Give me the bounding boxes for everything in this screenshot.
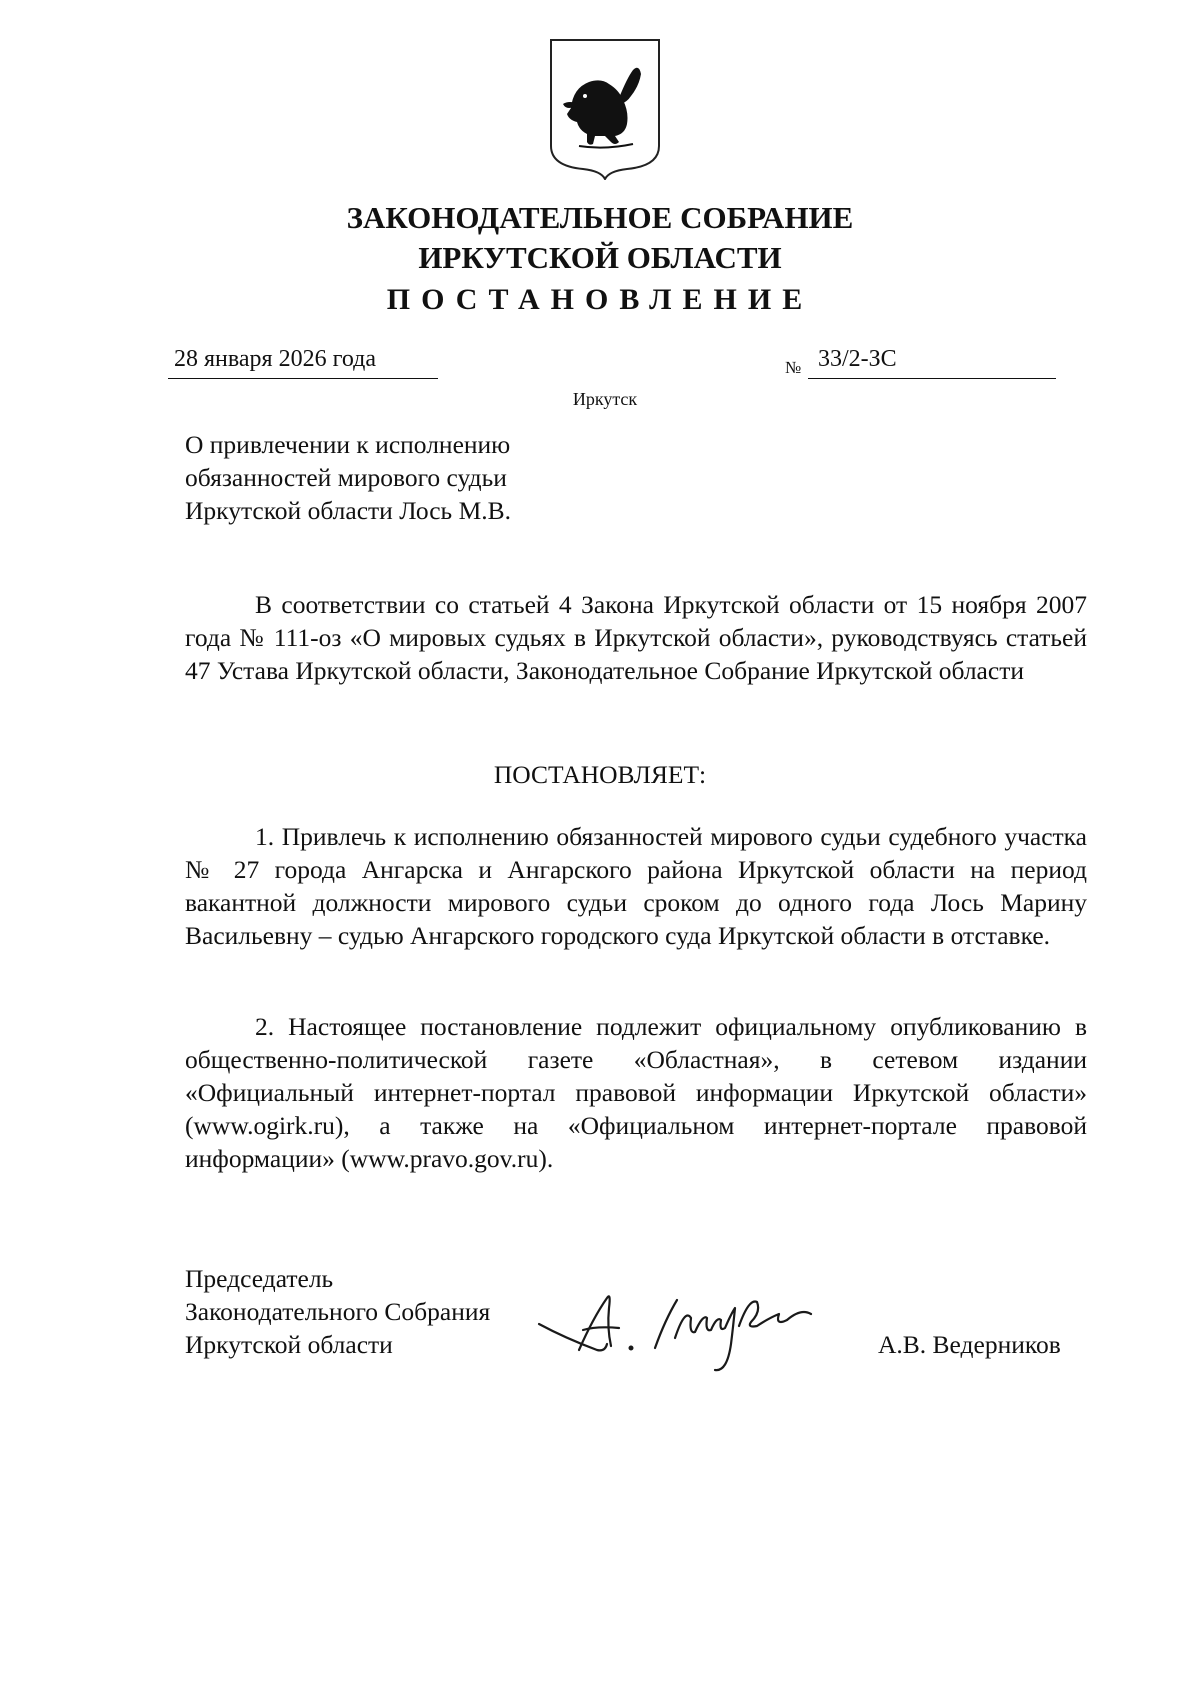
subject-line: Иркутской области Лось М.В. bbox=[185, 496, 511, 525]
document-city: Иркутск bbox=[572, 389, 638, 409]
subject-line: обязанностей мирового судьи bbox=[185, 463, 507, 492]
signer-position-line: Иркутской области bbox=[185, 1330, 393, 1359]
document-number: 33/2-ЗС bbox=[818, 346, 897, 372]
decree-heading: ПОСТАНОВЛЯЕТ: bbox=[493, 760, 707, 789]
document-subject bbox=[185, 428, 605, 527]
resolution-item-1: 1. Привлечь к исполнению обязанностей мирового судьи судебного участка № 27 города Ангарска и Ангарского района Иркутской области на период вакантной должности мирового судьи сроком до одного года Лось Марину Васильевну – судью Ангарского городского суда Иркутской области в отставке. bbox=[185, 822, 1087, 950]
subject-line: О привлечении к исполнению bbox=[185, 430, 511, 459]
handwritten-signature bbox=[535, 1278, 865, 1378]
document-date: 28 января 2026 года bbox=[174, 346, 377, 372]
organization-name-line1: ЗАКОНОДАТЕЛЬНОЕ СОБРАНИЕ bbox=[346, 200, 854, 235]
preamble-paragraph: В соответствии со статьей 4 Закона Иркутской области от 15 ноября 2007 года № 111-оз «О мировых судьях в Иркутской области», руководствуясь статьей 47 Устава Иркутской области, Законодательное Собрание Иркутской области bbox=[185, 590, 1087, 685]
signer-position bbox=[185, 1262, 490, 1361]
resolution-item-2: 2. Настоящее постановление подлежит официальному опубликованию в общественно-политической газете «Областная», в сетевом издании «Официальный интернет-портал правовой информации Иркутской области» (www.ogirk.ru), а также на «Официальном интернет-портале правовой информации» (www.pravo.gov.ru). bbox=[185, 1012, 1087, 1173]
document-number-field bbox=[808, 344, 1056, 379]
document-date-field bbox=[168, 344, 438, 379]
signer-position-line: Председатель bbox=[185, 1264, 334, 1293]
signer-position-line: Законодательного Собрания bbox=[185, 1297, 491, 1326]
document-type: ПОСТАНОВЛЕНИЕ bbox=[386, 283, 814, 316]
organization-name-line2: ИРКУТСКОЙ ОБЛАСТИ bbox=[418, 240, 782, 275]
irkutsk-coat-of-arms-icon bbox=[549, 38, 661, 180]
number-sign-label: № bbox=[785, 358, 802, 377]
signer-name: А.В. Ведерников bbox=[878, 1330, 1061, 1359]
